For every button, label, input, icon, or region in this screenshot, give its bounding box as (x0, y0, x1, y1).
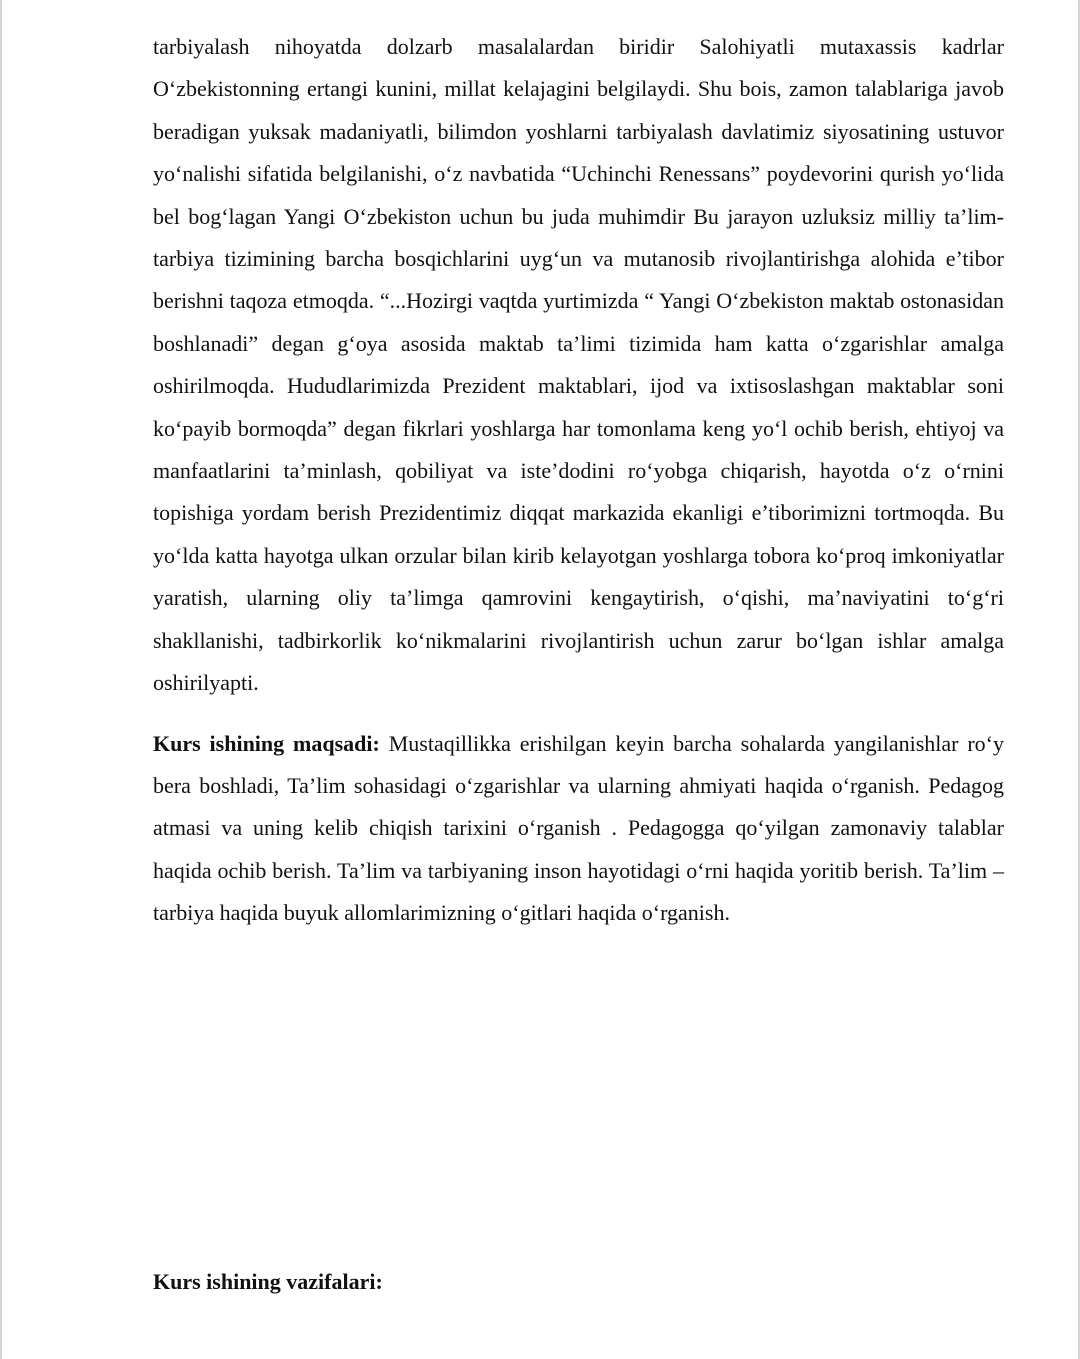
tasks-heading: Kurs ishining vazifalari: (153, 1269, 383, 1294)
purpose-label: Kurs ishining maqsadi: (153, 730, 380, 756)
body-paragraph: tarbiyalash nihoyatda dolzarb masalalardan biridir Salohiyatli mutaxassis kadrlar O‘zbekistonning ertangi kunini, millat kelajagini belgilaydi. Shu bois, zamon talablariga javob beradigan yuksak madaniyatli, bilimdon yoshlarni tarbiyalash davlatimiz siyosatining ustuvor yo‘nalishi sifatida belgilanishi, o‘z navbatida “Uchinchi Renessans” poydevorini qurish yo‘lida bel bog‘lagan Yangi O‘zbekiston uchun bu juda muhimdir Bu jarayon uzluksiz milliy ta’lim-tarbiya tizimining barcha bosqichlarini uyg‘un va mutanosib rivojlantirishga alohida e’tibor berishni taqoza etmoqda. “...Hozirgi vaqtda yurtimizda “ Yangi O‘zbekiston maktab ostonasidan boshlanadi” degan g‘oya asosida maktab ta’limi tizimida ham katta o‘zgarishlar amalga oshirilmoqda. Hududlarimizda Prezident maktablari, ijod va ixtisoslashgan maktablar soni ko‘payib bormoqda” degan fikrlari yoshlarga har tomonlama keng yo‘l ochib berish, ehtiyoj va manfaatlarini ta’minlash, qobiliyat va iste’dodini ro‘yobga chiqarish, hayotda o‘z o‘rnini topishiga yordam berish Prezidentimiz diqqat markazida ekanligi e’tiborimizni tortmoqda. Bu yo‘lda katta hayotga ulkan orzular bilan kirib kelayotgan yoshlarga tobora ko‘proq imkoniyatlar yaratish, ularning oliy ta’limga qamrovini kengaytirish, o‘qishi, ma’naviyatini to‘g‘ri shakllanishi, tadbirkorlik ko‘nikmalarini rivojlantirish uchun zarur bo‘lgan ishlar amalga oshirilyapti. (153, 34, 1004, 696)
page-border-left (0, 0, 2, 1359)
document-page (153, 26, 1004, 935)
purpose-paragraph (153, 723, 1004, 935)
purpose-text: Mustaqillikka erishilgan keyin barcha sohalarda yangilanishlar ro‘y bera boshladi, Ta’lim sohasidagi o‘zgarishlar va ularning ahmiyati haqida o‘rganish. Pedagog atmasi va uning kelib chiqish tarixini o‘rganish . Pedagogga qo‘yilgan zamonaviy talablar haqida ochib berish. Ta’lim va tarbiyaning inson hayotidagi o‘rni haqida yoritib berish. Ta’lim –tarbiya haqida buyuk allomlarimizning o‘gitlari haqida o‘rganish. (153, 730, 1004, 926)
